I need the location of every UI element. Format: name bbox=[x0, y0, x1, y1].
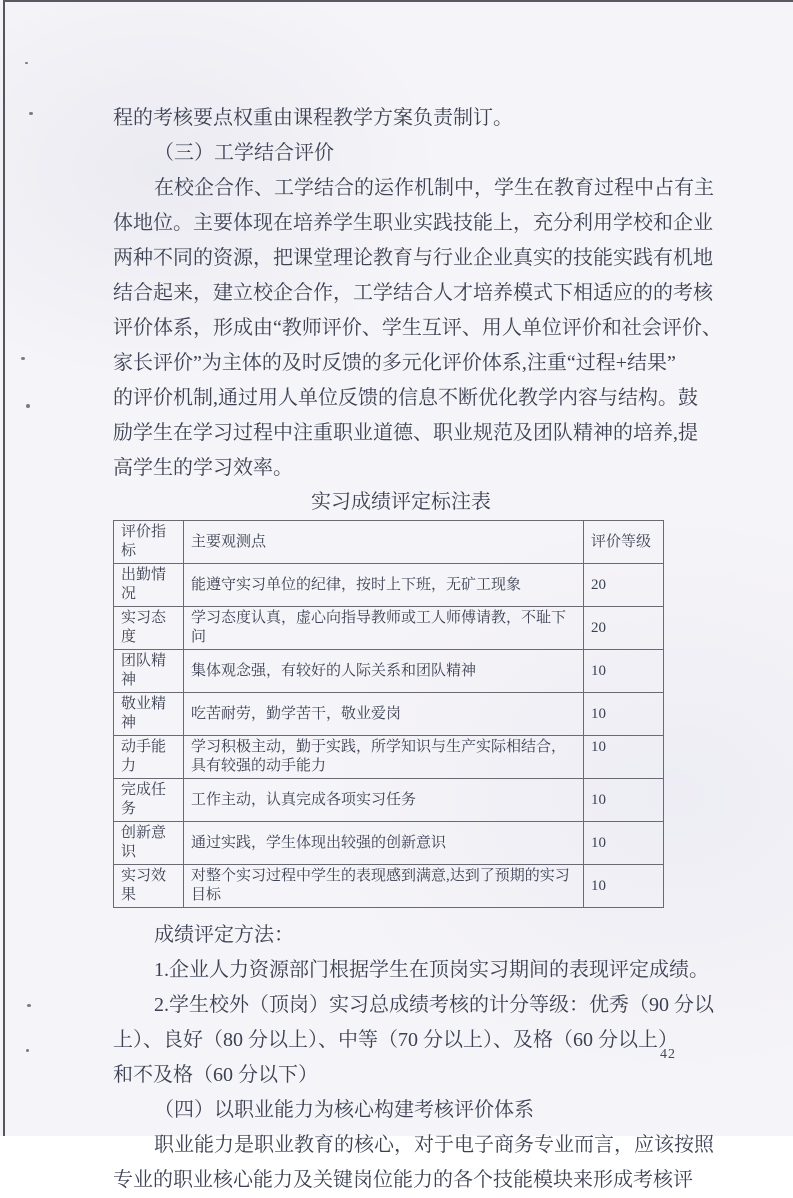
indicator-cell: 完成任务 bbox=[114, 779, 184, 822]
grade-cell: 10 bbox=[584, 865, 664, 908]
table-row bbox=[114, 650, 664, 693]
header-indicator: 评价指标 bbox=[114, 521, 184, 564]
table-row bbox=[114, 736, 664, 779]
body-line: 两种不同的资源，把课堂理论教育与行业企业真实的技能实践有机地 bbox=[113, 247, 713, 269]
indicator-cell: 实习效果 bbox=[114, 865, 184, 908]
grade-cell: 10 bbox=[584, 693, 664, 736]
grade-cell: 10 bbox=[584, 736, 664, 779]
indicator-cell: 创新意识 bbox=[114, 822, 184, 865]
table-header-row bbox=[114, 521, 664, 564]
grade-cell: 10 bbox=[584, 650, 664, 693]
document-content bbox=[113, 101, 722, 1198]
footer-line: 和不及格（60 分以下） bbox=[113, 1064, 318, 1086]
footer-line: 1.企业人力资源部门根据学生在顶岗实习期间的表现评定成绩。 bbox=[154, 959, 709, 981]
scan-speckle bbox=[27, 1004, 31, 1007]
footer-line: 2.学生校外（顶岗）实习总成绩考核的计分等级：优秀（90 分以 bbox=[154, 994, 714, 1016]
footer-line: 上）、良好（80 分以上）、中等（70 分以上）、及格（60 分以上） bbox=[113, 1029, 678, 1051]
observation-cell: 吃苦耐劳，勤学苦干，敬业爱岗 bbox=[184, 693, 584, 736]
observation-cell: 集体观念强，有较好的人际关系和团队精神 bbox=[184, 650, 584, 693]
grade-cell: 20 bbox=[584, 607, 664, 650]
observation-cell: 学习态度认真，虚心向指导教师或工人师傅请教，不耻下问 bbox=[184, 607, 584, 650]
indicator-cell: 动手能力 bbox=[114, 736, 184, 779]
header-grade: 评价等级 bbox=[584, 521, 664, 564]
observation-cell: 工作主动，认真完成各项实习任务 bbox=[184, 779, 584, 822]
footer-line: 成绩评定方法： bbox=[154, 924, 294, 946]
body-line: 励学生在学习过程中注重职业道德、职业规范及团队精神的培养,提 bbox=[113, 422, 698, 444]
indicator-cell: 团队精神 bbox=[114, 650, 184, 693]
scan-speckle bbox=[29, 112, 33, 115]
table-row bbox=[114, 564, 664, 607]
table-row bbox=[114, 822, 664, 865]
table-title: 实习成绩评定标注表 bbox=[311, 491, 491, 513]
scan-speckle bbox=[26, 1049, 29, 1052]
section-heading: （四）以职业能力为核心构建考核评价体系 bbox=[154, 1099, 534, 1121]
body-line: 家长评价”为主体的及时反馈的多元化评价体系,注重“过程+结果” bbox=[113, 352, 676, 374]
section-heading: （三）工学结合评价 bbox=[154, 142, 334, 164]
indicator-cell: 敬业精神 bbox=[114, 693, 184, 736]
table-row bbox=[114, 607, 664, 650]
scan-speckle bbox=[21, 357, 25, 360]
body-line: 结合起来，建立校企合作，工学结合人才培养模式下相适应的的考核 bbox=[113, 282, 713, 304]
header-observation: 主要观测点 bbox=[184, 521, 584, 564]
observation-cell: 对整个实习过程中学生的表现感到满意,达到了预期的实习目标 bbox=[184, 865, 584, 908]
grade-cell: 10 bbox=[584, 779, 664, 822]
table-row bbox=[114, 779, 664, 822]
scan-speckle bbox=[25, 62, 28, 64]
observation-cell: 学习积极主动，勤于实践，所学知识与生产实际相结合，具有较强的动手能力 bbox=[184, 736, 584, 779]
internship-grade-table bbox=[113, 520, 664, 908]
body-line: 在校企合作、工学结合的运作机制中，学生在教育过程中占有主 bbox=[154, 177, 714, 199]
body-line: 评价体系，形成由“教师评价、学生互评、用人单位评价和社会评价、 bbox=[113, 317, 722, 339]
grade-cell: 20 bbox=[584, 564, 664, 607]
body-line: 的评价机制,通过用人单位反馈的信息不断优化教学内容与结构。鼓 bbox=[113, 387, 698, 409]
indicator-cell: 实习态度 bbox=[114, 607, 184, 650]
scan-speckle bbox=[26, 404, 30, 408]
footer-line: 职业能力是职业教育的核心，对于电子商务专业而言，应该按照 bbox=[154, 1134, 714, 1156]
body-line: 程的考核要点权重由课程教学方案负责制订。 bbox=[113, 107, 513, 129]
page-number: 42 bbox=[660, 1047, 676, 1062]
body-line: 体地位。主要体现在培养学生职业实践技能上，充分利用学校和企业 bbox=[113, 212, 713, 234]
grade-cell: 10 bbox=[584, 822, 664, 865]
observation-cell: 通过实践，学生体现出较强的创新意识 bbox=[184, 822, 584, 865]
scan-edge-top bbox=[3, 0, 793, 2]
scan-edge-left bbox=[3, 0, 5, 1136]
table-row bbox=[114, 865, 664, 908]
observation-cell: 能遵守实习单位的纪律，按时上下班，无矿工现象 bbox=[184, 564, 584, 607]
footer-line: 专业的职业核心能力及关键岗位能力的各个技能模块来形成考核评 bbox=[113, 1169, 693, 1191]
body-line: 高学生的学习效率。 bbox=[113, 457, 293, 479]
indicator-cell: 出勤情况 bbox=[114, 564, 184, 607]
table-row bbox=[114, 693, 664, 736]
